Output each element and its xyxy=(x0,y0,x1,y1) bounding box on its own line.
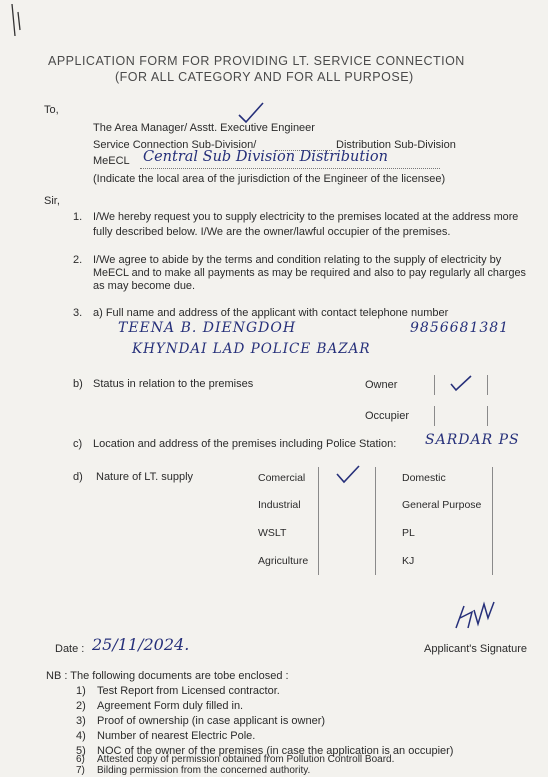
nb-item-text: Number of nearest Electric Pole. xyxy=(97,730,256,742)
item-3b-label: b) xyxy=(73,378,83,390)
status-occupier-label: Occupier xyxy=(365,410,410,422)
form-title: APPLICATION FORM FOR PROVIDING LT. SERVICE CONNECTION xyxy=(48,54,465,68)
address-line-4: (Indicate the local area of the jurisdiction of the Engineer of the licensee) xyxy=(93,173,446,185)
supply-option-commercial: Comercial xyxy=(258,472,306,484)
date-label: Date : xyxy=(55,643,85,655)
nb-item-text: Test Report from Licensed contractor. xyxy=(97,685,280,697)
item-3d-text: Nature of LT. supply xyxy=(96,471,194,483)
applicant-signature-label: Applicant's Signature xyxy=(424,643,527,655)
nb-item-num: 7) xyxy=(76,765,85,776)
item-2-line-1: I/We agree to abide by the terms and condition relating to the supply of electricity by xyxy=(93,254,502,266)
nb-item-num: 6) xyxy=(76,754,85,765)
nb-title: NB : The following documents are tobe enclosed : xyxy=(46,670,289,682)
supply-option-domestic: Domestic xyxy=(402,472,446,484)
nb-item-num: 5) xyxy=(76,745,86,757)
supply-option-pl: PL xyxy=(402,527,415,539)
item-2-line-2: MeECL and to make all payments as may be required and also to pay regularly all charges xyxy=(93,267,526,279)
item-2-line-3: as may become due. xyxy=(93,280,196,292)
supply-option-industrial: Industrial xyxy=(258,499,301,511)
police-station-handwritten: SARDAR PS xyxy=(425,432,520,448)
date-value-handwritten: 25/11/2024. xyxy=(92,635,190,654)
item-1-line-1: I/We hereby request you to supply electricity to the premises located at the address more xyxy=(93,211,519,223)
status-occupier-box xyxy=(434,406,488,426)
corner-mark xyxy=(8,2,24,43)
commercial-check-mark-icon xyxy=(334,463,362,490)
nb-item-text: NOC of the owner of the premises (in case the application is an occupier) xyxy=(97,745,454,757)
supply-option-kj: KJ xyxy=(402,555,415,567)
item-3c-label: c) xyxy=(73,438,83,450)
nb-item-text: Bilding permission from the concerned authority. xyxy=(97,765,311,776)
address-line-2b: Distribution Sub-Division xyxy=(336,139,456,151)
item-3-number: 3. xyxy=(73,307,83,319)
address-line-3-prefix: MeECL xyxy=(93,155,130,167)
supply-option-general-purpose: General Purpose xyxy=(402,499,482,511)
item-3d-label: d) xyxy=(73,471,83,483)
item-2-number: 2. xyxy=(73,254,83,266)
supply-box-col2 xyxy=(492,467,493,575)
item-1-line-2: fully described below. I/We are the owner/lawful occupier of the premises. xyxy=(93,226,451,238)
nb-item-num: 4) xyxy=(76,730,86,742)
nb-item-text: Proof of ownership (in case applicant is owner) xyxy=(97,715,326,727)
item-3b-text: Status in relation to the premises xyxy=(93,378,254,390)
item-1-number: 1. xyxy=(73,211,83,223)
form-subtitle: (FOR ALL CATEGORY AND FOR ALL PURPOSE) xyxy=(115,70,414,84)
applicant-name-handwritten: TEENA B. DIENGDOH xyxy=(118,320,297,336)
owner-check-mark-icon xyxy=(448,373,474,398)
applicant-phone-handwritten: 9856681381 xyxy=(410,320,510,336)
nb-item-num: 2) xyxy=(76,700,86,712)
salutation: Sir, xyxy=(44,195,60,207)
nb-item-text: Attested copy of permission obtained from Pollution Controll Board. xyxy=(97,754,395,765)
address-line-1: The Area Manager/ Asstt. Executive Engineer xyxy=(93,122,315,134)
to-label: To, xyxy=(44,104,59,116)
address-line-2a: Service Connection Sub-Division/ xyxy=(93,139,257,151)
nb-item-num: 3) xyxy=(76,715,86,727)
check-mark-icon xyxy=(236,100,266,131)
item-3c-text: Location and address of the premises including Police Station: xyxy=(93,438,397,450)
supply-option-wslt: WSLT xyxy=(258,527,287,539)
nb-item-text: Agreement Form duly filled in. xyxy=(97,700,244,712)
nb-item-num: 1) xyxy=(76,685,86,697)
subdivision-handwritten: Central Sub Division Distribution xyxy=(143,149,388,165)
item-3a-label: a) Full name and address of the applicant with contact telephone number xyxy=(93,307,449,319)
dotted-blank xyxy=(140,168,440,169)
applicant-address-handwritten: KHYNDAI LAD POLICE BAZAR xyxy=(132,341,371,357)
status-owner-label: Owner xyxy=(365,379,398,391)
applicant-signature-mark xyxy=(450,598,500,639)
supply-option-agriculture: Agriculture xyxy=(258,555,309,567)
